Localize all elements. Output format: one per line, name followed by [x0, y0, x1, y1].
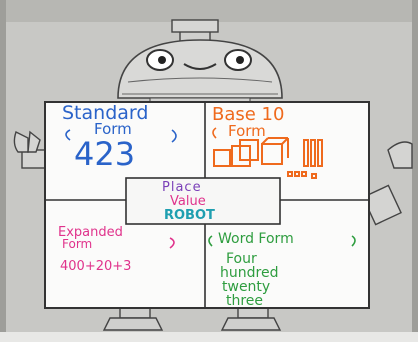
- top-shadow: [0, 0, 418, 22]
- expanded-form-value: 400+20+3: [60, 259, 132, 274]
- title-line2: Value: [170, 194, 206, 209]
- word-form-line4: three: [226, 293, 264, 309]
- bottom-strip: [0, 332, 418, 342]
- word-form-line1: Four: [226, 251, 257, 267]
- word-form-label: Word Form: [218, 231, 294, 247]
- standard-form-label-line1: Standard: [62, 102, 149, 124]
- word-form-line3: twenty: [222, 279, 271, 295]
- left-edge: [0, 0, 6, 342]
- word-form-line2: hundred: [220, 265, 279, 281]
- base10-form-label-line1: Base 10: [212, 104, 285, 125]
- title-line3: ROBOT: [164, 208, 215, 223]
- standard-form-label-line2: Form: [94, 120, 132, 138]
- expanded-form-label-line2: Form: [62, 237, 93, 251]
- title-line1: Place: [162, 180, 202, 195]
- expanded-form-label-line1: Expanded: [58, 225, 123, 240]
- right-edge: [412, 0, 418, 342]
- base10-form-label-line2: Form: [228, 122, 266, 140]
- standard-form-value: 423: [74, 135, 136, 173]
